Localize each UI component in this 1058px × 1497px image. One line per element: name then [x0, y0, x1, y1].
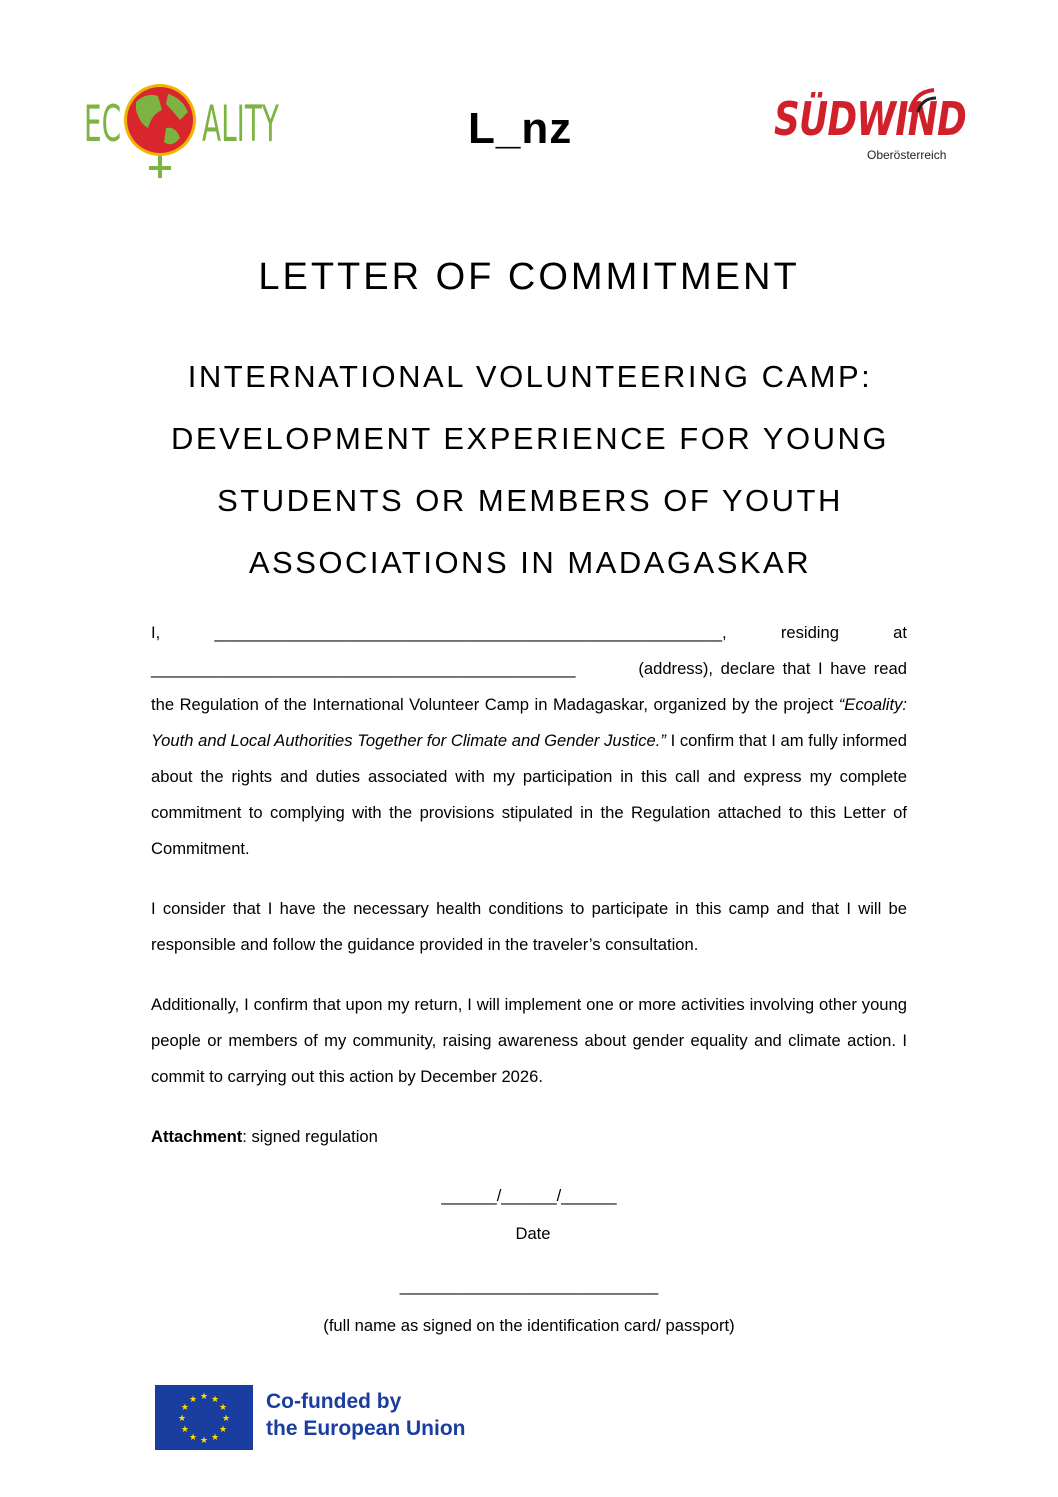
eu-star: ★ [188, 1393, 198, 1404]
eu-star: ★ [210, 1393, 220, 1404]
text: I, [151, 623, 161, 642]
globe-venus-icon [122, 80, 202, 180]
address-line [151, 651, 907, 687]
page-title: LETTER OF COMMITMENT [258, 256, 800, 298]
sudwind-logo-name: SÜDWIND [774, 92, 967, 146]
eu-star: ★ [219, 1424, 228, 1434]
name-line [151, 615, 907, 651]
ecoality-logo-right: ALITY [202, 95, 279, 153]
signature-blank[interactable]: ____________________________ [399, 1276, 659, 1295]
wind-icon [906, 86, 946, 116]
linz-logo: L_nz [468, 104, 573, 153]
attachment-label: Attachment [151, 1127, 243, 1146]
eu-star: ★ [180, 1402, 189, 1412]
eu-star: ★ [199, 1391, 209, 1401]
paragraph-1 [151, 687, 907, 867]
eu-star: ★ [210, 1432, 220, 1443]
address-blank[interactable]: ______________________________________________ [151, 659, 576, 678]
name-blank[interactable]: _______________________________________________________, [214, 623, 727, 642]
text: at [893, 623, 907, 642]
text: I confirm that I am fully informed about the rights and duties associated with my participation in this call and express my complete commitment to complying with the provisions stipulated in the Regulation attached to this Letter of Commitment. [151, 731, 907, 858]
eu-star: ★ [221, 1413, 231, 1423]
eu-star: ★ [199, 1435, 209, 1445]
attachment-text: : signed regulation [242, 1127, 378, 1146]
eu-star: ★ [219, 1402, 228, 1412]
text: (address), declare that I have read [638, 659, 907, 678]
eu-cofunded-text [266, 1388, 466, 1442]
letter-body [151, 615, 907, 1155]
eu-star: ★ [180, 1424, 189, 1434]
page-subtitle: INTERNATIONAL VOLUNTEERING CAMP: DEVELOPMENT EXPERIENCE FOR YOUNG STUDENTS OR MEMBERS OF YOUTH ASSOCIATIONS IN MADAGASKAR [171, 359, 889, 580]
sudwind-logo-region: Oberösterreich [867, 148, 947, 162]
text: the Regulation of the International Volunteer Camp in Madagaskar, organized by the project [151, 695, 839, 714]
signature-label: (full name as signed on the identification card/ passport) [323, 1316, 735, 1335]
eu-stars-icon [155, 1385, 253, 1450]
text: residing [780, 623, 839, 642]
eu-star: ★ [188, 1432, 198, 1443]
eu-flag [155, 1385, 253, 1450]
eu-star: ★ [177, 1413, 187, 1423]
eu-line-1: Co-funded by [266, 1390, 402, 1413]
ecoality-logo [84, 80, 294, 180]
paragraph-3: Additionally, I confirm that upon my return, I will implement one or more activities involving other young people or members of my community, raising awareness about gender equality and climate action. I commit to carrying out this action by December 2026. [151, 995, 907, 1086]
sudwind-logo [774, 86, 974, 166]
paragraph-2: I consider that I have the necessary health conditions to participate in this camp and that I will be responsible and follow the guidance provided in the traveler’s consultation. [151, 899, 907, 954]
eu-line-2: the European Union [266, 1417, 466, 1440]
date-label: Date [515, 1224, 551, 1243]
project-name: “Ecoality: Youth and Local Authorities Together for Climate and Gender Justice.” [151, 695, 907, 750]
ecoality-logo-left: EC [84, 95, 122, 153]
date-blank[interactable]: ______/______/______ [441, 1186, 617, 1205]
attachment-line [151, 1119, 907, 1155]
